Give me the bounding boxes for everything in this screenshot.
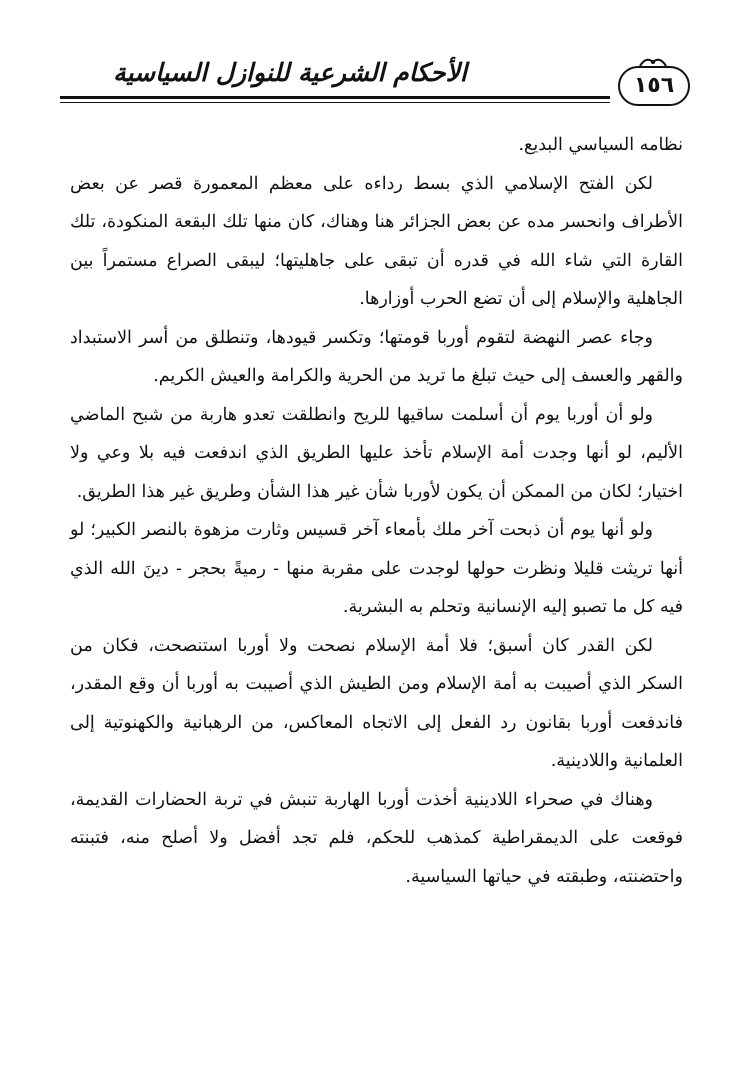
paragraph: نظامه السياسي البديع. — [518, 135, 683, 155]
header-rule — [60, 96, 610, 99]
header-rule-thin — [60, 102, 610, 103]
page-number: ١٥٦ — [618, 66, 690, 106]
paragraph: لكن القدر كان أسبق؛ فلا أمة الإسلام نصحت ولا أوربا استنصحت، فكان من السكر الذي أصيبت به أمة الإسلام ومن الطيش الذي أصيبت به أوربا أن وقع المقدر، فاندفعت أوربا بقانون رد الفعل إلى الاتجاه المعاكس، من الرهبانية والكهنوتية إلى العلمانية واللادينية. — [70, 635, 683, 771]
page-header — [60, 52, 690, 108]
paragraph: ولو أن أوربا يوم أن أسلمت ساقيها للريح وانطلقت تعدو هاربة من شبح الماضي الأليم، لو أنها وجدت أمة الإسلام تأخذ عليها الطريق الذي اندفعت فيه بلا وعي ولا اختيار؛ لكان من الممكن أن يكون لأوربا شأن غير هذا الشأن وطريق غير هذا الطريق. — [70, 404, 683, 502]
running-title: الأحكام الشرعية للنوازل السياسية — [113, 58, 467, 87]
paragraph: ولو أنها يوم أن ذبحت آخر ملك بأمعاء آخر قسيس وثارت مزهوة بالنصر الكبير؛ لو أنها تريثت قليلا ونظرت حولها لوجدت على مقربة منها - رميةً بحجر - دينَ الله الذي فيه كل ما تصبو إليه الإنسانية وتحلم به البشرية. — [70, 520, 684, 617]
paragraph: لكن الفتح الإسلامي الذي بسط رداءه على معظم المعمورة قصر عن بعض الأطراف وانحسر مده عن بعض الجزائر هنا وهناك، كان منها تلك البقعة المنكودة، تلك القارة التي شاء الله في قدره أن تبقى على جاهليتها؛ ليبقى الصراع مستمراً بين الجاهلية والإسلام إلى أن تضع الحرب أوزارها. — [70, 173, 683, 309]
paragraph: وهناك في صحراء اللادينية أخذت أوربا الهاربة تنبش في تربة الحضارات القديمة، فوقعت على الديمقراطية كمذهب للحكم، فلم تجد أفضل ولا أصلح منه، فتبنته واحتضنته، وطبقته في حياتها السياسية. — [70, 789, 683, 887]
body-text — [70, 126, 683, 896]
paragraph: وجاء عصر النهضة لتقوم أوربا قومتها؛ وتكسر قيودها، وتنطلق من أسر الاستبداد والقهر والعسف إلى حيث تبلغ ما تريد من الحرية والكرامة والعيش الكريم. — [70, 327, 683, 386]
